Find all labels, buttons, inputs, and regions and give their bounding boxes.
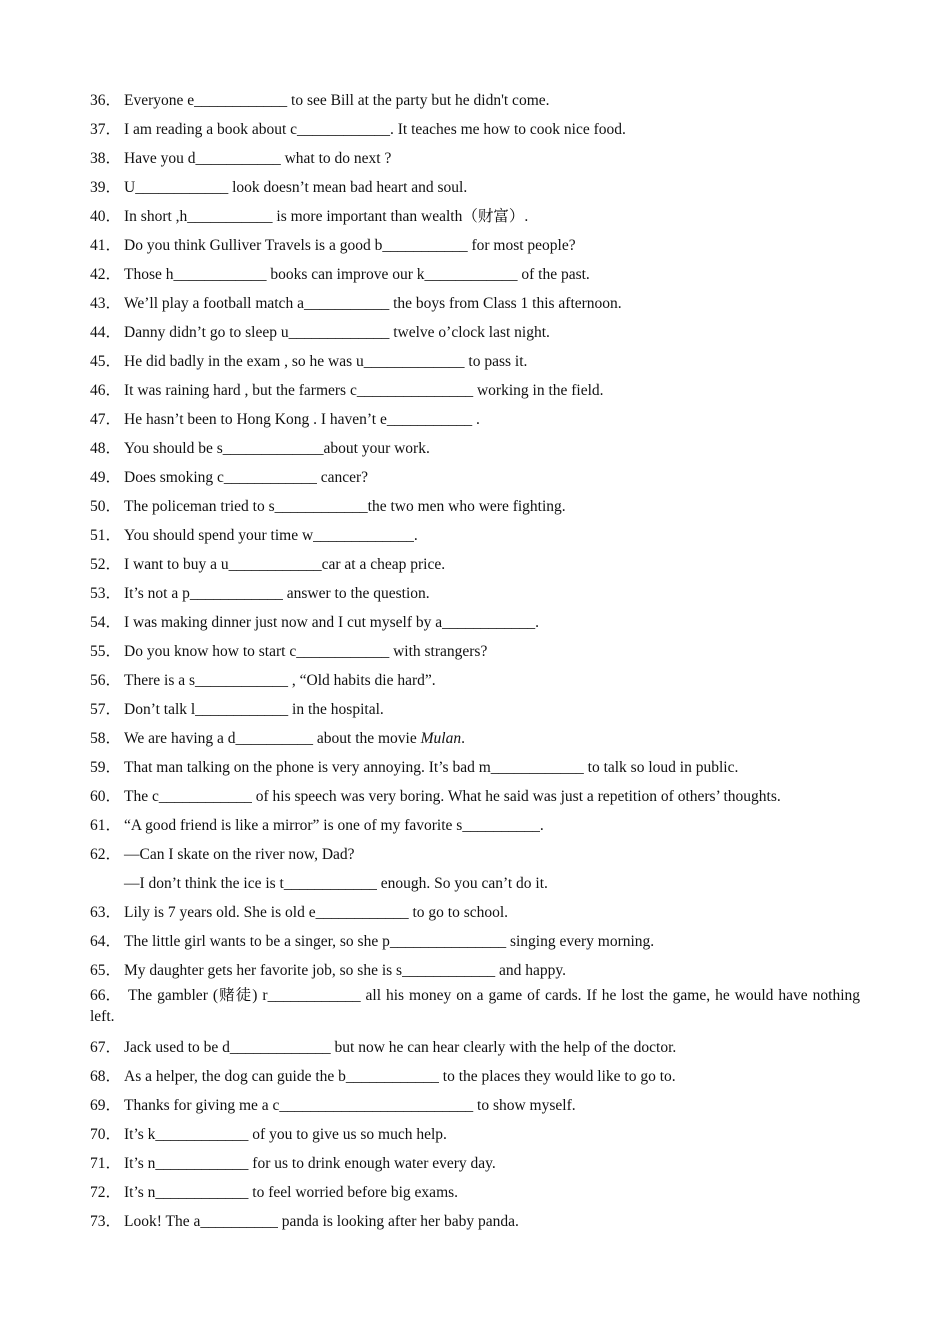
question-text: It’s n____________ for us to drink enough water every day. <box>124 1155 496 1172</box>
question-number: 67． <box>90 1039 122 1056</box>
question-69 <box>90 1093 860 1122</box>
question-text: Have you d___________ what to do next ? <box>124 150 392 167</box>
question-number: 44． <box>90 324 122 341</box>
question-56 <box>90 668 860 697</box>
question-text: U____________ look doesn’t mean bad heart and soul. <box>124 179 468 196</box>
question-text-end: . <box>461 730 465 747</box>
question-text: —I don’t think the ice is t____________ enough. So you can’t do it. <box>124 875 548 892</box>
question-text: The c____________ of his speech was very boring. What he said was just a repetition of others’ thoughts. <box>124 788 781 805</box>
question-64 <box>90 929 860 958</box>
question-number: 55． <box>90 643 122 660</box>
question-number: 58． <box>90 730 122 747</box>
question-text: I was making dinner just now and I cut myself by a____________. <box>124 614 539 631</box>
question-54 <box>90 610 860 639</box>
question-text: You should be s_____________about your work. <box>124 440 430 457</box>
question-67 <box>90 1035 860 1064</box>
question-text: Do you know how to start c____________ with strangers? <box>124 643 488 660</box>
question-number: 41． <box>90 237 122 254</box>
question-text: Does smoking c____________ cancer? <box>124 469 369 486</box>
question-text: You should spend your time w_____________. <box>124 527 418 544</box>
question-71 <box>90 1151 860 1180</box>
question-65 <box>90 958 860 987</box>
question-number: 71． <box>90 1155 122 1172</box>
question-text: It’s k____________ of you to give us so much help. <box>124 1126 447 1143</box>
question-42 <box>90 262 860 291</box>
question-text: Don’t talk l____________ in the hospital. <box>124 701 384 718</box>
question-number: 45． <box>90 353 122 370</box>
question-number: 39． <box>90 179 122 196</box>
question-number: 36． <box>90 92 122 109</box>
question-text: Look! The a__________ panda is looking after her baby panda. <box>124 1213 519 1230</box>
question-number: 42． <box>90 266 122 283</box>
question-68 <box>90 1064 860 1093</box>
question-number: 64． <box>90 933 122 950</box>
question-number: 49． <box>90 469 122 486</box>
question-number: 43． <box>90 295 122 312</box>
question-text: The policeman tried to s____________the two men who were fighting. <box>124 498 566 515</box>
question-text: Jack used to be d_____________ but now he can hear clearly with the help of the doctor. <box>124 1039 677 1056</box>
question-40 <box>90 204 860 233</box>
question-41 <box>90 233 860 262</box>
question-61 <box>90 813 860 842</box>
worksheet-page <box>90 88 860 1238</box>
question-number: 53． <box>90 585 122 602</box>
question-50 <box>90 494 860 523</box>
question-number: 46． <box>90 382 122 399</box>
question-number: 40． <box>90 208 122 225</box>
question-62-reply <box>90 871 860 900</box>
question-73 <box>90 1209 860 1238</box>
question-text: Everyone e____________ to see Bill at the party but he didn't come. <box>124 92 550 109</box>
question-49 <box>90 465 860 494</box>
question-text: The gambler (赌徒) r____________ all his money on a game of cards. If he lost the game, he would have nothing left. <box>90 987 860 1025</box>
question-text: It’s n____________ to feel worried before big exams. <box>124 1184 459 1201</box>
question-text: That man talking on the phone is very annoying. It’s bad m____________ to talk so loud in public. <box>124 759 739 776</box>
question-number: 73． <box>90 1213 122 1230</box>
question-text: It was raining hard , but the farmers c_______________ working in the field. <box>124 382 604 399</box>
question-53 <box>90 581 860 610</box>
question-number: 68． <box>90 1068 122 1085</box>
question-number: 37． <box>90 121 122 138</box>
question-72 <box>90 1180 860 1209</box>
question-60 <box>90 784 860 813</box>
question-number: 70． <box>90 1126 122 1143</box>
question-number: 51． <box>90 527 122 544</box>
question-text: In short ,h___________ is more important than wealth（财富）. <box>124 208 529 225</box>
question-38 <box>90 146 860 175</box>
question-text: We are having a d__________ about the movie <box>124 730 421 747</box>
question-58 <box>90 726 860 755</box>
question-number: 47． <box>90 411 122 428</box>
question-text: There is a s____________ , “Old habits die hard”. <box>124 672 436 689</box>
question-43 <box>90 291 860 320</box>
question-number: 60． <box>90 788 122 805</box>
question-text: He hasn’t been to Hong Kong . I haven’t e___________ . <box>124 411 480 428</box>
question-number: 48． <box>90 440 122 457</box>
question-52 <box>90 552 860 581</box>
question-70 <box>90 1122 860 1151</box>
question-number: 59． <box>90 759 122 776</box>
question-text: “A good friend is like a mirror” is one of my favorite s__________. <box>124 817 544 834</box>
question-66 <box>90 985 860 1027</box>
question-number: 61． <box>90 817 122 834</box>
question-62 <box>90 842 860 871</box>
question-45 <box>90 349 860 378</box>
question-text: Thanks for giving me a c_________________________ to show myself. <box>124 1097 576 1114</box>
question-36 <box>90 88 860 117</box>
question-59 <box>90 755 860 784</box>
movie-title: Mulan <box>420 730 462 747</box>
question-text: I want to buy a u____________car at a cheap price. <box>124 556 446 573</box>
question-number: 66． <box>90 987 122 1004</box>
question-text: He did badly in the exam , so he was u_____________ to pass it. <box>124 353 528 370</box>
question-63 <box>90 900 860 929</box>
question-48 <box>90 436 860 465</box>
question-text: Lily is 7 years old. She is old e____________ to go to school. <box>124 904 509 921</box>
question-number: 65． <box>90 962 122 979</box>
question-text: Those h____________ books can improve our k____________ of the past. <box>124 266 590 283</box>
question-text: —Can I skate on the river now, Dad? <box>124 846 355 863</box>
question-text: It’s not a p____________ answer to the question. <box>124 585 430 602</box>
question-44 <box>90 320 860 349</box>
question-55 <box>90 639 860 668</box>
question-37 <box>90 117 860 146</box>
question-number: 56． <box>90 672 122 689</box>
question-47 <box>90 407 860 436</box>
question-number: 63． <box>90 904 122 921</box>
question-46 <box>90 378 860 407</box>
question-57 <box>90 697 860 726</box>
question-39 <box>90 175 860 204</box>
question-number: 50． <box>90 498 122 515</box>
question-number: 38． <box>90 150 122 167</box>
question-text: As a helper, the dog can guide the b____________ to the places they would like to go to. <box>124 1068 676 1085</box>
question-number: 72． <box>90 1184 122 1201</box>
question-text: My daughter gets her favorite job, so she is s____________ and happy. <box>124 962 566 979</box>
question-text: Danny didn’t go to sleep u_____________ twelve o’clock last night. <box>124 324 550 341</box>
question-number: 54． <box>90 614 122 631</box>
question-number: 69． <box>90 1097 122 1114</box>
question-text: Do you think Gulliver Travels is a good b___________ for most people? <box>124 237 576 254</box>
question-text: The little girl wants to be a singer, so she p_______________ singing every morning. <box>124 933 655 950</box>
question-number: 57． <box>90 701 122 718</box>
question-number: 52． <box>90 556 122 573</box>
question-text: I am reading a book about c____________. It teaches me how to cook nice food. <box>124 121 626 138</box>
question-text: We’ll play a football match a___________ the boys from Class 1 this afternoon. <box>124 295 622 312</box>
question-number: 62． <box>90 846 122 863</box>
question-51 <box>90 523 860 552</box>
